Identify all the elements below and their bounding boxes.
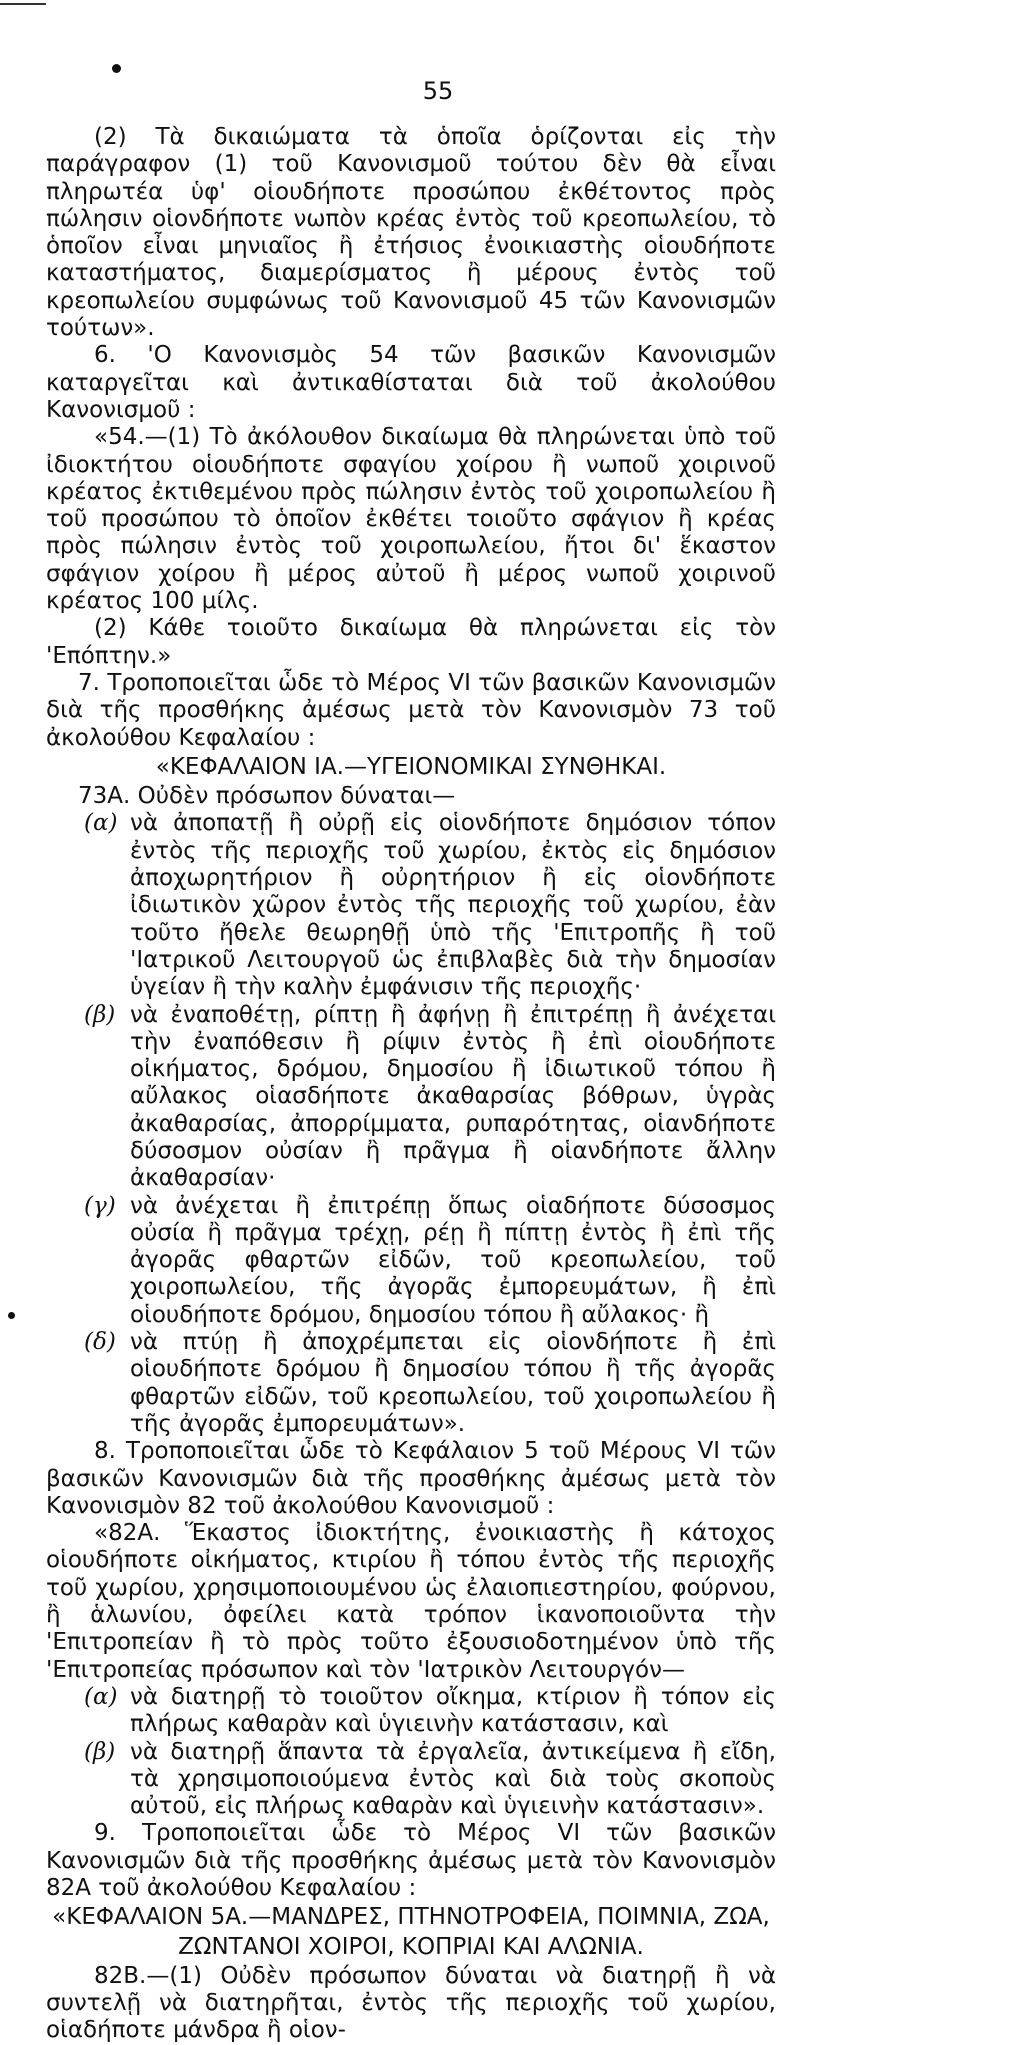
page-number: 55 (422, 77, 454, 105)
paragraph-82b: 82Β.—(1) Οὐδὲν πρόσωπον δύναται νὰ διατηρῇ ἢ νὰ συντελῇ νὰ διατηρῆται, ἐντὸς τῆς περιοχῆς τοῦ χωρίου, οἱαδήποτε μάνδρα ἢ οἱον- (46, 1962, 776, 2044)
list-item (84, 1738, 776, 1821)
item-marker: (α) (84, 1683, 118, 1710)
list-item (84, 1683, 776, 1739)
item-marker: (β) (84, 1001, 116, 1028)
list-item (84, 1329, 776, 1438)
top-rule (0, 3, 46, 5)
paragraph-8: 8. Τροποποιεῖται ὧδε τὸ Κεφάλαιον 5 τοῦ Μέρους VI τῶν βασικῶν Κανονισμῶν διὰ τῆς προσθήκης ἀμέσως μετὰ τὸν Κανονισμὸν 82 τοῦ ἀκολούθου Κανονισμοῦ : (46, 1438, 776, 1519)
item-text: νὰ ἀνέχεται ἢ ἐπιτρέπῃ ὅπως οἱαδήποτε δύσοσμος οὐσία ἢ πρᾶγμα τρέχῃ, ρέῃ ἢ πίπτῃ ἐντὸς ἢ ἐπὶ τῆς ἀγορᾶς φθαρτῶν εἰδῶν, τοῦ κρεοπωλείου, τοῦ χοιροπωλείου, τῆς ἀγορᾶς ἐμπορευμάτων, ἢ ἐπὶ οἱουδήποτε δρόμου, δημοσίου τόπου ἢ αὔλακος· ἢ (130, 1192, 776, 1328)
paragraph-54: «54.—(1) Τὸ ἀκόλουθον δικαίωμα θὰ πληρώνεται ὑπὸ τοῦ ἰδιοκτήτου οἱουδήποτε σφαγίου χοίρου ἢ νωποῦ χοιρινοῦ κρέατος ἐκτιθεμένου πρὸς πώλησιν ἐντὸς τοῦ χοιροπωλείου ἢ τοῦ προσώπου τὸ ὁποῖον ἐκθέτει τοιοῦτο σφάγιον ἢ κρέας πρὸς πώλησιν ἐντὸς τοῦ χοιροπωλείου, ἤτοι δι' ἕκαστον σφάγιον χοίρου ἢ μέρος αὐτοῦ ἢ μέρος νωποῦ χοιρινοῦ κρέατος 100 μίλς. (46, 424, 776, 615)
chapter-heading-5a-line1: «ΚΕΦΑΛΑΙΟΝ 5Α.—ΜΑΝΔΡΕΣ, ΠΤΗΝΟΤΡΟΦΕΙΑ, ΠΟΙΜΝΙΑ, ΖΩΑ, (52, 1904, 770, 1931)
document-body (46, 124, 776, 2045)
paragraph-82a: «82Α. Ἕκαστος ἰδιοκτήτης, ἐνοικιαστὴς ἢ κάτοχος οἱουδήποτε οἰκήματος, κτιρίου ἢ τόπου ἐντὸς τῆς περιοχῆς τοῦ χωρίου, χρησιμοποιουμένου ὡς ἐλαιοπιεστηρίου, φούρνου, ἢ ἁλωνίου, ὀφείλει κατὰ τρόπον ἱκανοποιοῦντα τὴν 'Επιτροπείαν ἢ τὸ πρὸς τοῦτο ἐξουσιοδοτημένον ὑπὸ τῆς 'Επιτροπείας πρόσωπον καὶ τὸν 'Ιατρικὸν Λειτουργόν— (46, 1520, 776, 1683)
item-text: νὰ πτύῃ ἢ ἀποχρέμπεται εἰς οἱονδήποτε ἢ ἐπὶ οἱουδήποτε δρόμου ἢ δημοσίου τόπου ἢ τῆς ἀγορᾶς φθαρτῶν εἰδῶν, τοῦ κρεοπωλείου, τοῦ χοιροπωλείου ἢ τῆς ἀγορᾶς ἐμπορευμάτων». (130, 1329, 776, 1437)
item-text: νὰ διατηρῇ τὸ τοιοῦτον οἴκημα, κτίριον ἢ τόπον εἰς πλήρως καθαρὰν καὶ ὑγιεινὴν κατάστασιν, καὶ (130, 1683, 776, 1738)
list-item (84, 810, 776, 1001)
margin-dot (8, 1312, 15, 1319)
paragraph-6: 6. 'Ο Κανονισμὸς 54 τῶν βασικῶν Κανονισμῶν καταργεῖται καὶ ἀντικαθίσταται διὰ τοῦ ἀκολούθου Κανονισμοῦ : (46, 342, 776, 423)
bullet-mark (112, 64, 121, 73)
paragraph-54-2: (2) Κάθε τοιοῦτο δικαίωμα θὰ πληρώνεται εἰς τὸν 'Επόπτην.» (46, 615, 776, 669)
item-text: νὰ ἐναποθέτῃ, ρίπτῃ ἢ ἀφήνῃ ἢ ἐπιτρέπῃ ἢ ἀνέχεται τὴν ἐναπόθεσιν ἢ ρίψιν ἐντὸς ἢ ἐπὶ οἱουδήποτε οἰκήματος, δρόμου, δημοσίου ἢ ἰδιωτικοῦ τόπου ἢ αὔλακος οἱασδήποτε ἀκαθαρσίας βόθρων, ὑγρὰς ἀκαθαρσίας, ἀπορρίμματα, ρυπαρότητας, οἱανδήποτε δύσοσμον οὐσίαν ἢ πρᾶγμα ἢ οἱανδήποτε ἄλλην ἀκαθαρσίαν· (130, 1001, 776, 1192)
chapter-heading-11: «ΚΕΦΑΛΑΙΟΝ ΙΑ.—ΥΓΕΙΟΝΟΜΙΚΑΙ ΣΥΝΘΗΚΑΙ. (155, 753, 667, 780)
list-item (84, 1001, 776, 1193)
item-text: νὰ διατηρῇ ἅπαντα τὰ ἐργαλεῖα, ἀντικείμενα ἢ εἴδη, τὰ χρησιμοποιούμενα ἐντὸς καὶ διὰ τοὺς σκοποὺς αὐτοῦ, εἰς πλήρως καθαρὰν καὶ ὑγιεινὴν κατάστασιν». (130, 1738, 776, 1820)
item-marker: (δ) (84, 1329, 116, 1356)
item-marker: (γ) (84, 1192, 116, 1219)
paragraph-2: (2) Τὰ δικαιώματα τὰ ὁποῖα ὁρίζονται εἰς τὴν παράγραφον (1) τοῦ Κανονισμοῦ τούτου δὲν θὰ εἶναι πληρωτέα ὑφ' οἱουδήποτε προσώπου ἐκθέτοντος πρὸς πώλησιν οἱονδήποτε νωπὸν κρέας ἐντὸς τοῦ κρεοπωλείου, τὸ ὁποῖον εἶναι μηνιαῖος ἢ ἐτήσιος ἐνοικιαστὴς οἱουδήποτε καταστήματος, διαμερίσματος ἢ μέρους ἐντὸς τοῦ κρεοπωλείου συμφώνως τοῦ Κανονισμοῦ 45 τῶν Κανονισμῶν τούτων». (46, 124, 776, 342)
paragraph-73a: 73Α. Οὐδὲν πρόσωπον δύναται— (78, 783, 456, 810)
paragraph-7: 7. Τροποποιεῖται ὧδε τὸ Μέρος VI τῶν βασικῶν Κανονισμῶν διὰ τῆς προσθήκης ἀμέσως μετὰ τὸν Κανονισμὸν 73 τοῦ ἀκολούθου Κεφαλαίου : (46, 669, 776, 751)
chapter-heading-5a-line2: ΖΩΝΤΑΝΟΙ ΧΟΙΡΟΙ, ΚΟΠΡΙΑΙ ΚΑΙ ΑΛΩΝΙΑ. (178, 1933, 644, 1960)
list-item (84, 1192, 776, 1329)
item-text: νὰ ἀποπατῇ ἢ οὐρῇ εἰς οἱονδήποτε δημόσιον τόπον ἐντὸς τῆς περιοχῆς τοῦ χωρίου, ἐκτὸς εἰς δημόσιον ἀποχωρητήριον ἢ οὐρητήριον ἢ εἰς οἱονδήποτε ἰδιωτικὸν χῶρον ἐντὸς τῆς περιοχῆς τοῦ χωρίου, ἐὰν τοῦτο ἤθελε θεωρηθῇ ὑπὸ τῆς 'Επιτροπῆς ἢ τοῦ 'Ιατρικοῦ Λειτουργοῦ ὡς ἐπιβλαβὲς διὰ τὴν δημοσίαν ὑγείαν ἢ τὴν καλὴν ἐμφάνισιν τῆς περιοχῆς· (130, 810, 776, 1001)
item-marker: (α) (84, 810, 118, 837)
item-marker: (β) (84, 1738, 116, 1765)
paragraph-9: 9. Τροποποιεῖται ὧδε τὸ Μέρος VI τῶν βασικῶν Κανονισμῶν διὰ τῆς προσθήκης ἀμέσως μετὰ τὸν Κανονισμὸν 82Α τοῦ ἀκολούθου Κεφαλαίου : (46, 1820, 776, 1901)
